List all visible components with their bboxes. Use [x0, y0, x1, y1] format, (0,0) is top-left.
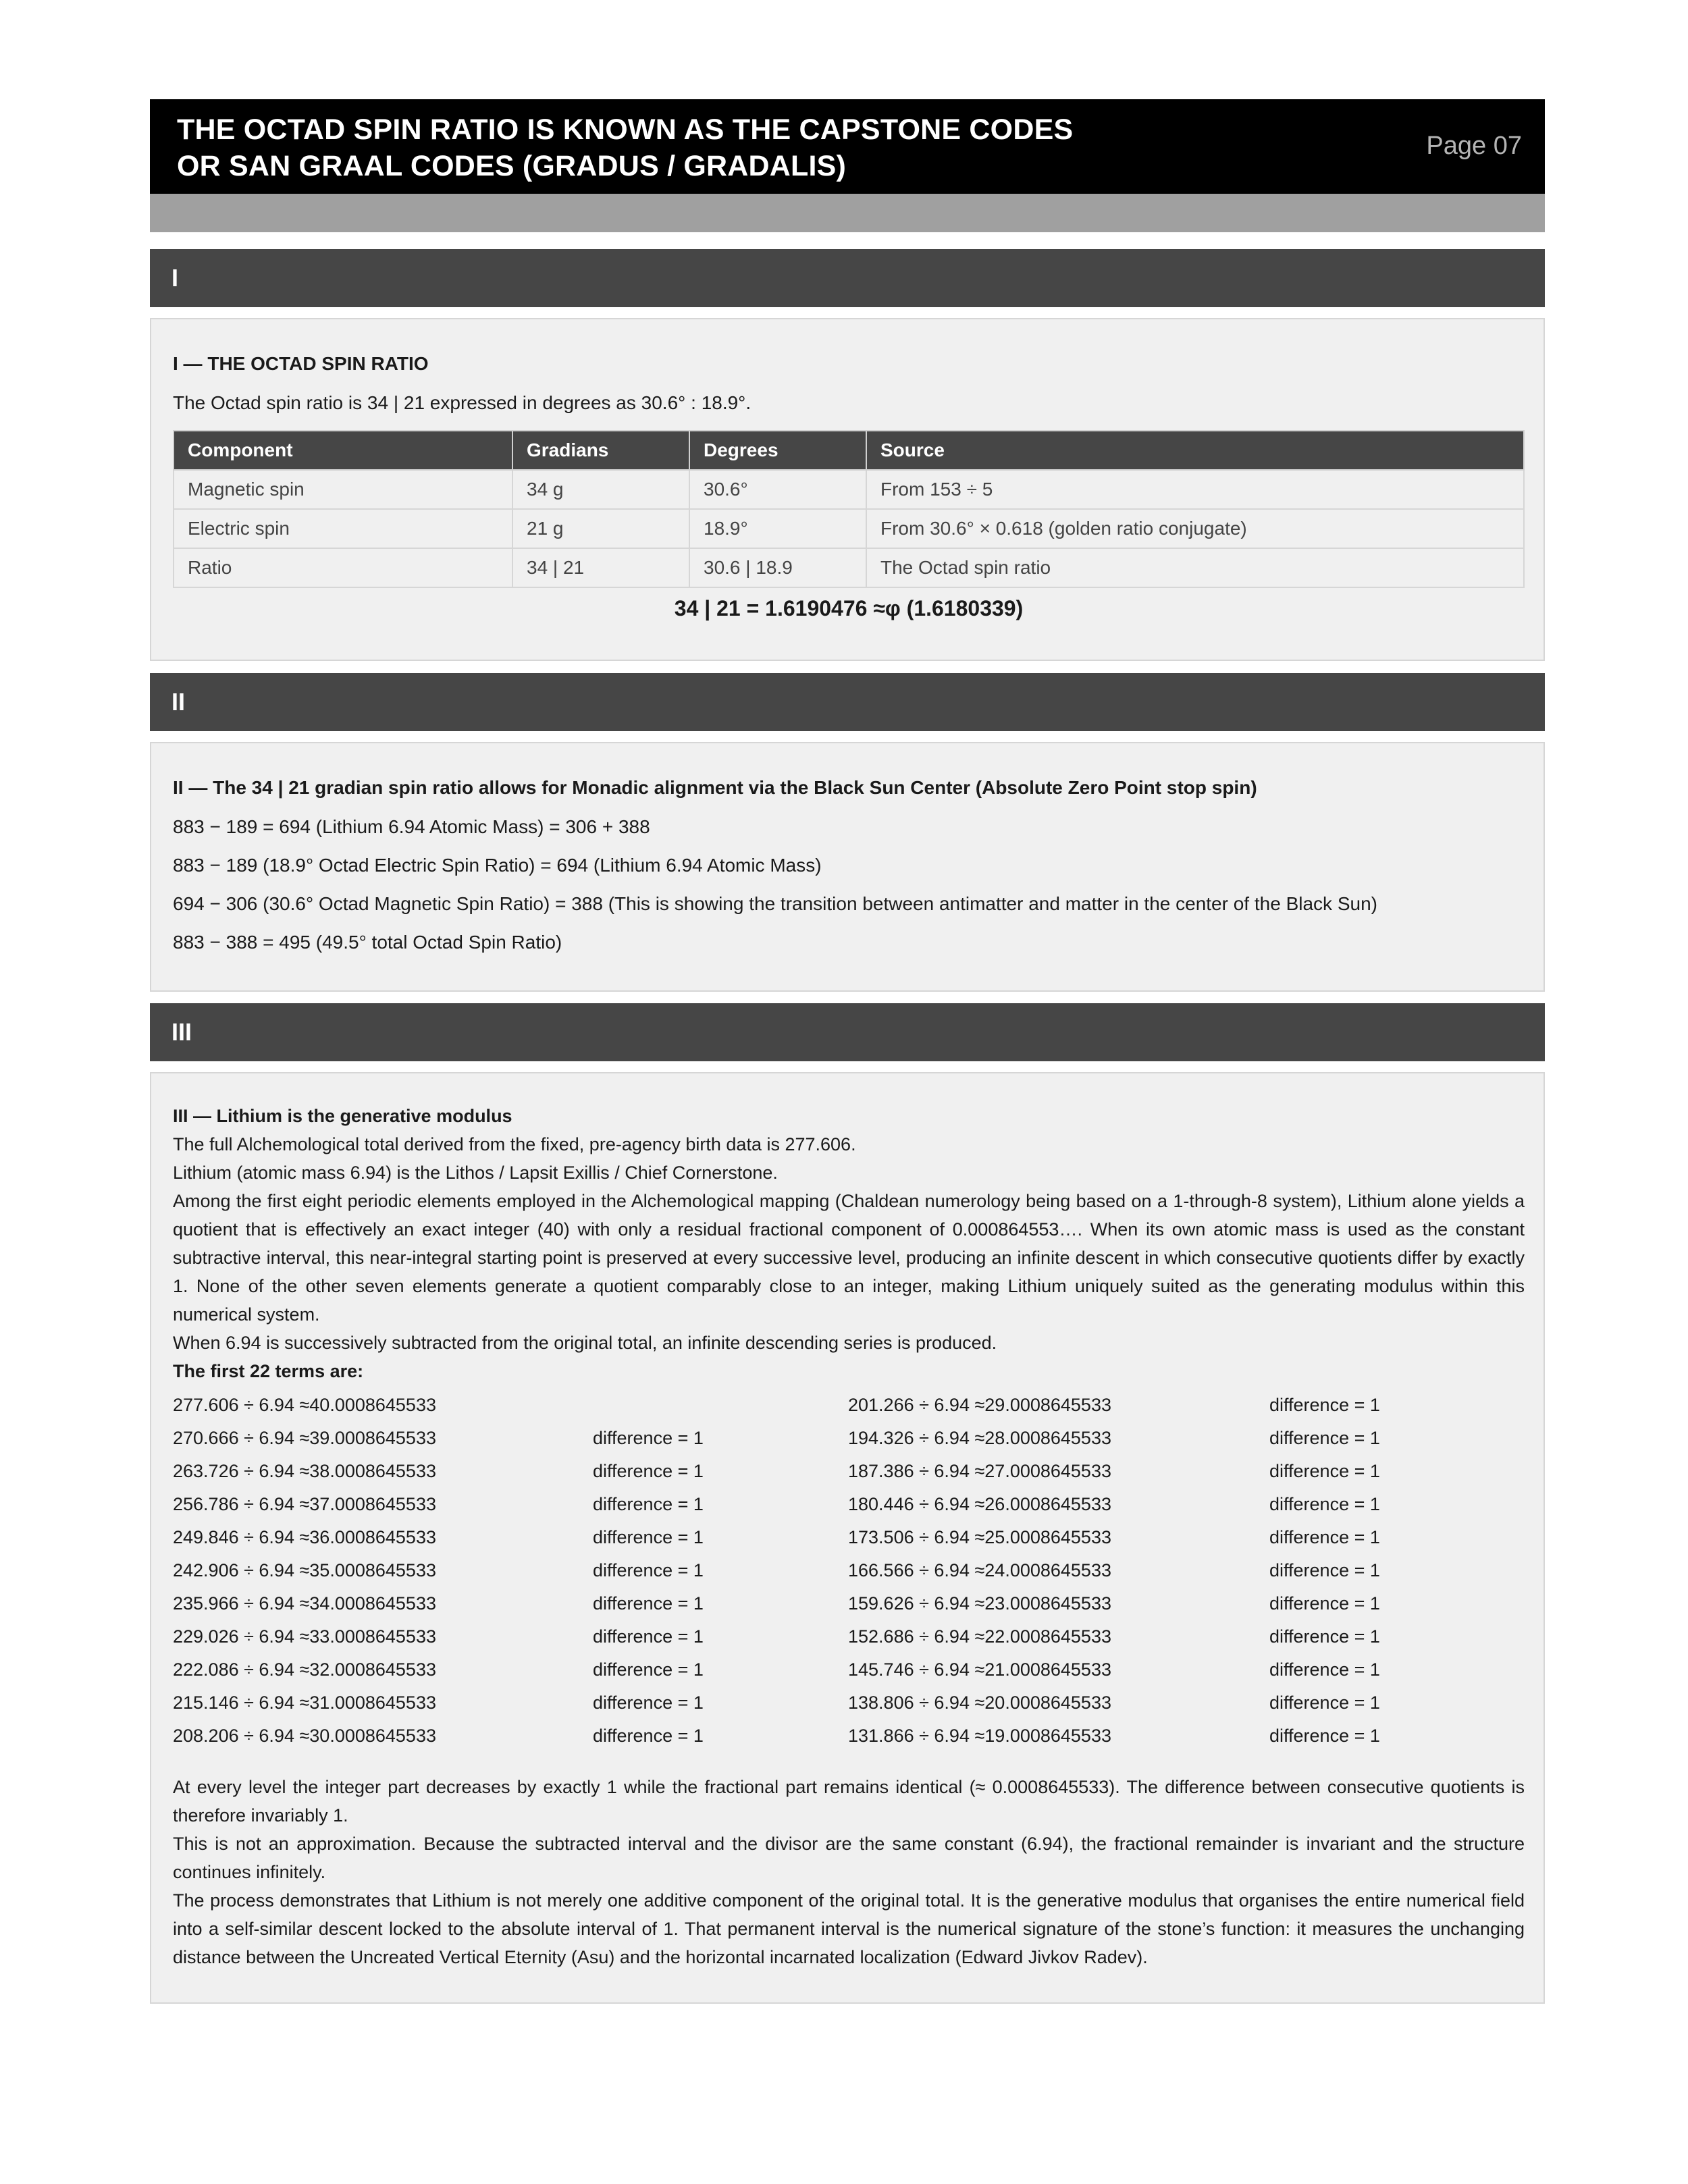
- difference-left: difference = 1: [593, 1659, 704, 1680]
- paragraph-modulus: Among the first eight periodic elements employed in the Alchemological mapping (Chaldean numerology being based on a 1-through-8 system), Lithium alone yields a quotient that is effectively an exact integer (40) with only a residual fractional component of 0.000864553…. When its own atomic mass is used as the constant subtractive interval, this near-integral starting point is preserved at every successive level, producing an infinite descent in which consecutive quotients differ by exactly 1. None of the other seven elements generate a quotient comparably close to an integer, making Lithium uniquely suited as the generating modulus within this numerical system.: [173, 1191, 1525, 1325]
- table-cell: The Octad spin ratio: [866, 548, 1524, 587]
- difference-left: difference = 1: [593, 1593, 704, 1614]
- difference-left: difference = 1: [593, 1626, 704, 1647]
- difference-right: difference = 1: [1269, 1626, 1380, 1647]
- difference-right: difference = 1: [1269, 1560, 1380, 1580]
- section-panel-1: [150, 318, 1545, 661]
- equation-line: 694 − 306 (30.6° Octad Magnetic Spin Ratio) = 388 (This is showing the transition between antimatter and matter in the center of the Black Sun): [173, 893, 1377, 914]
- term-right: 173.506 ÷ 6.94 ≈25.0008645533: [848, 1527, 1111, 1547]
- paragraph-series: When 6.94 is successively subtracted from the original total, an infinite descending series is produced.: [173, 1333, 997, 1353]
- term-left: 256.786 ÷ 6.94 ≈37.0008645533: [173, 1494, 436, 1514]
- paragraph-invariant: At every level the integer part decreases by exactly 1 while the fractional part remains identical (≈ 0.0008645533). The difference between consecutive quotients is therefore invariably 1.: [173, 1777, 1525, 1826]
- equation-line: 883 − 189 (18.9° Octad Electric Spin Ratio) = 694 (Lithium 6.94 Atomic Mass): [173, 855, 822, 876]
- difference-left: difference = 1: [593, 1693, 704, 1713]
- term-left: 208.206 ÷ 6.94 ≈30.0008645533: [173, 1726, 436, 1746]
- term-left: 242.906 ÷ 6.94 ≈35.0008645533: [173, 1560, 436, 1580]
- difference-right: difference = 1: [1269, 1461, 1380, 1481]
- section-2-title: II — The 34 | 21 gradian spin ratio allows for Monadic alignment via the Black Sun Center (Absolute Zero Point stop spin): [173, 777, 1257, 798]
- equation-line: 883 − 388 = 495 (49.5° total Octad Spin Ratio): [173, 932, 562, 953]
- term-left: 277.606 ÷ 6.94 ≈40.0008645533: [173, 1395, 436, 1415]
- section-bar-3: III: [150, 1003, 1545, 1061]
- term-left: 263.726 ÷ 6.94 ≈38.0008645533: [173, 1461, 436, 1481]
- table-cell: 30.6 | 18.9: [689, 548, 866, 587]
- table-header-row: [174, 431, 1524, 470]
- table-cell: From 153 ÷ 5: [866, 470, 1524, 509]
- difference-right: difference = 1: [1269, 1693, 1380, 1713]
- paragraph-lithos: Lithium (atomic mass 6.94) is the Lithos / Lapsit Exillis / Chief Cornerstone.: [173, 1163, 778, 1183]
- difference-right: difference = 1: [1269, 1395, 1380, 1415]
- term-right: 152.686 ÷ 6.94 ≈22.0008645533: [848, 1626, 1111, 1647]
- term-right: 145.746 ÷ 6.94 ≈21.0008645533: [848, 1659, 1111, 1680]
- term-right: 166.566 ÷ 6.94 ≈24.0008645533: [848, 1560, 1111, 1580]
- difference-left: difference = 1: [593, 1726, 704, 1746]
- section-1-intro: The Octad spin ratio is 34 | 21 expressed in degrees as 30.6° : 18.9°.: [173, 392, 751, 413]
- spin-ratio-table: [173, 430, 1525, 588]
- golden-ratio-formula: 34 | 21 = 1.6190476 ≈φ (1.6180339): [674, 596, 1024, 620]
- paragraph-not-approximation: This is not an approximation. Because the subtracted interval and the divisor are the same constant (6.94), the fractional remainder is invariant and the structure continues infinitely.: [173, 1834, 1525, 1882]
- difference-left: difference = 1: [593, 1428, 704, 1448]
- table-cell: From 30.6° × 0.618 (golden ratio conjugate): [866, 509, 1524, 548]
- section-panel-2: [150, 742, 1545, 992]
- term-left: 222.086 ÷ 6.94 ≈32.0008645533: [173, 1659, 436, 1680]
- title-line-2: OR SAN GRAAL CODES (GRADUS / GRADALIS): [177, 150, 847, 182]
- term-right: 138.806 ÷ 6.94 ≈20.0008645533: [848, 1693, 1111, 1713]
- section-panel-3: [150, 1072, 1545, 2004]
- term-right: 194.326 ÷ 6.94 ≈28.0008645533: [848, 1428, 1111, 1448]
- section-3-title: III — Lithium is the generative modulus: [173, 1106, 512, 1126]
- term-left: 249.846 ÷ 6.94 ≈36.0008645533: [173, 1527, 436, 1547]
- page-number: Page 07: [1426, 132, 1522, 160]
- header-underbar: [150, 194, 1545, 232]
- term-left: 235.966 ÷ 6.94 ≈34.0008645533: [173, 1593, 436, 1614]
- term-left: 229.026 ÷ 6.94 ≈33.0008645533: [173, 1626, 436, 1647]
- page-title: [177, 111, 1073, 184]
- title-line-1: THE OCTAD SPIN RATIO IS KNOWN AS THE CAPSTONE CODES: [177, 113, 1074, 146]
- table-row: [174, 470, 1524, 509]
- term-right: 159.626 ÷ 6.94 ≈23.0008645533: [848, 1593, 1111, 1614]
- table-cell: Magnetic spin: [174, 470, 512, 509]
- table-row: [174, 548, 1524, 587]
- section-1-title: I — THE OCTAD SPIN RATIO: [173, 353, 429, 374]
- table-cell: 18.9°: [689, 509, 866, 548]
- table-cell: 21 g: [512, 509, 689, 548]
- equation-line: 883 − 189 = 694 (Lithium 6.94 Atomic Mass) = 306 + 388: [173, 816, 650, 837]
- difference-right: difference = 1: [1269, 1593, 1380, 1614]
- term-left: 270.666 ÷ 6.94 ≈39.0008645533: [173, 1428, 436, 1448]
- section-bar-1: I: [150, 249, 1545, 307]
- term-right: 187.386 ÷ 6.94 ≈27.0008645533: [848, 1461, 1111, 1481]
- term-right: 180.446 ÷ 6.94 ≈26.0008645533: [848, 1494, 1111, 1514]
- column-header: Source: [866, 431, 1524, 470]
- table-cell: 34 g: [512, 470, 689, 509]
- difference-right: difference = 1: [1269, 1428, 1380, 1448]
- paragraph-total: The full Alchemological total derived from the fixed, pre-agency birth data is 277.606.: [173, 1134, 856, 1154]
- table-cell: Electric spin: [174, 509, 512, 548]
- table-row: [174, 509, 1524, 548]
- term-left: 215.146 ÷ 6.94 ≈31.0008645533: [173, 1693, 436, 1713]
- difference-left: difference = 1: [593, 1461, 704, 1481]
- difference-right: difference = 1: [1269, 1494, 1380, 1514]
- page-header: [150, 99, 1545, 194]
- table-cell: 34 | 21: [512, 548, 689, 587]
- difference-left: difference = 1: [593, 1494, 704, 1514]
- column-header: Gradians: [512, 431, 689, 470]
- terms-title: The first 22 terms are:: [173, 1361, 364, 1381]
- term-right: 201.266 ÷ 6.94 ≈29.0008645533: [848, 1395, 1111, 1415]
- difference-right: difference = 1: [1269, 1527, 1380, 1547]
- difference-left: difference = 1: [593, 1527, 704, 1547]
- column-header: Component: [174, 431, 512, 470]
- difference-left: difference = 1: [593, 1560, 704, 1580]
- difference-right: difference = 1: [1269, 1659, 1380, 1680]
- paragraph-conclusion: The process demonstrates that Lithium is not merely one additive component of the original total. It is the generative modulus that organises the entire numerical field into a self-similar descent locked to the absolute interval of 1. That permanent interval is the numerical signature of the stone’s function: it measures the unchanging distance between the Uncreated Vertical Eternity (Asu) and the horizontal incarnated localization (Edward Jivkov Radev).: [173, 1890, 1525, 1967]
- table-cell: 30.6°: [689, 470, 866, 509]
- column-header: Degrees: [689, 431, 866, 470]
- section-bar-2: II: [150, 673, 1545, 731]
- term-right: 131.866 ÷ 6.94 ≈19.0008645533: [848, 1726, 1111, 1746]
- difference-right: difference = 1: [1269, 1726, 1380, 1746]
- table-cell: Ratio: [174, 548, 512, 587]
